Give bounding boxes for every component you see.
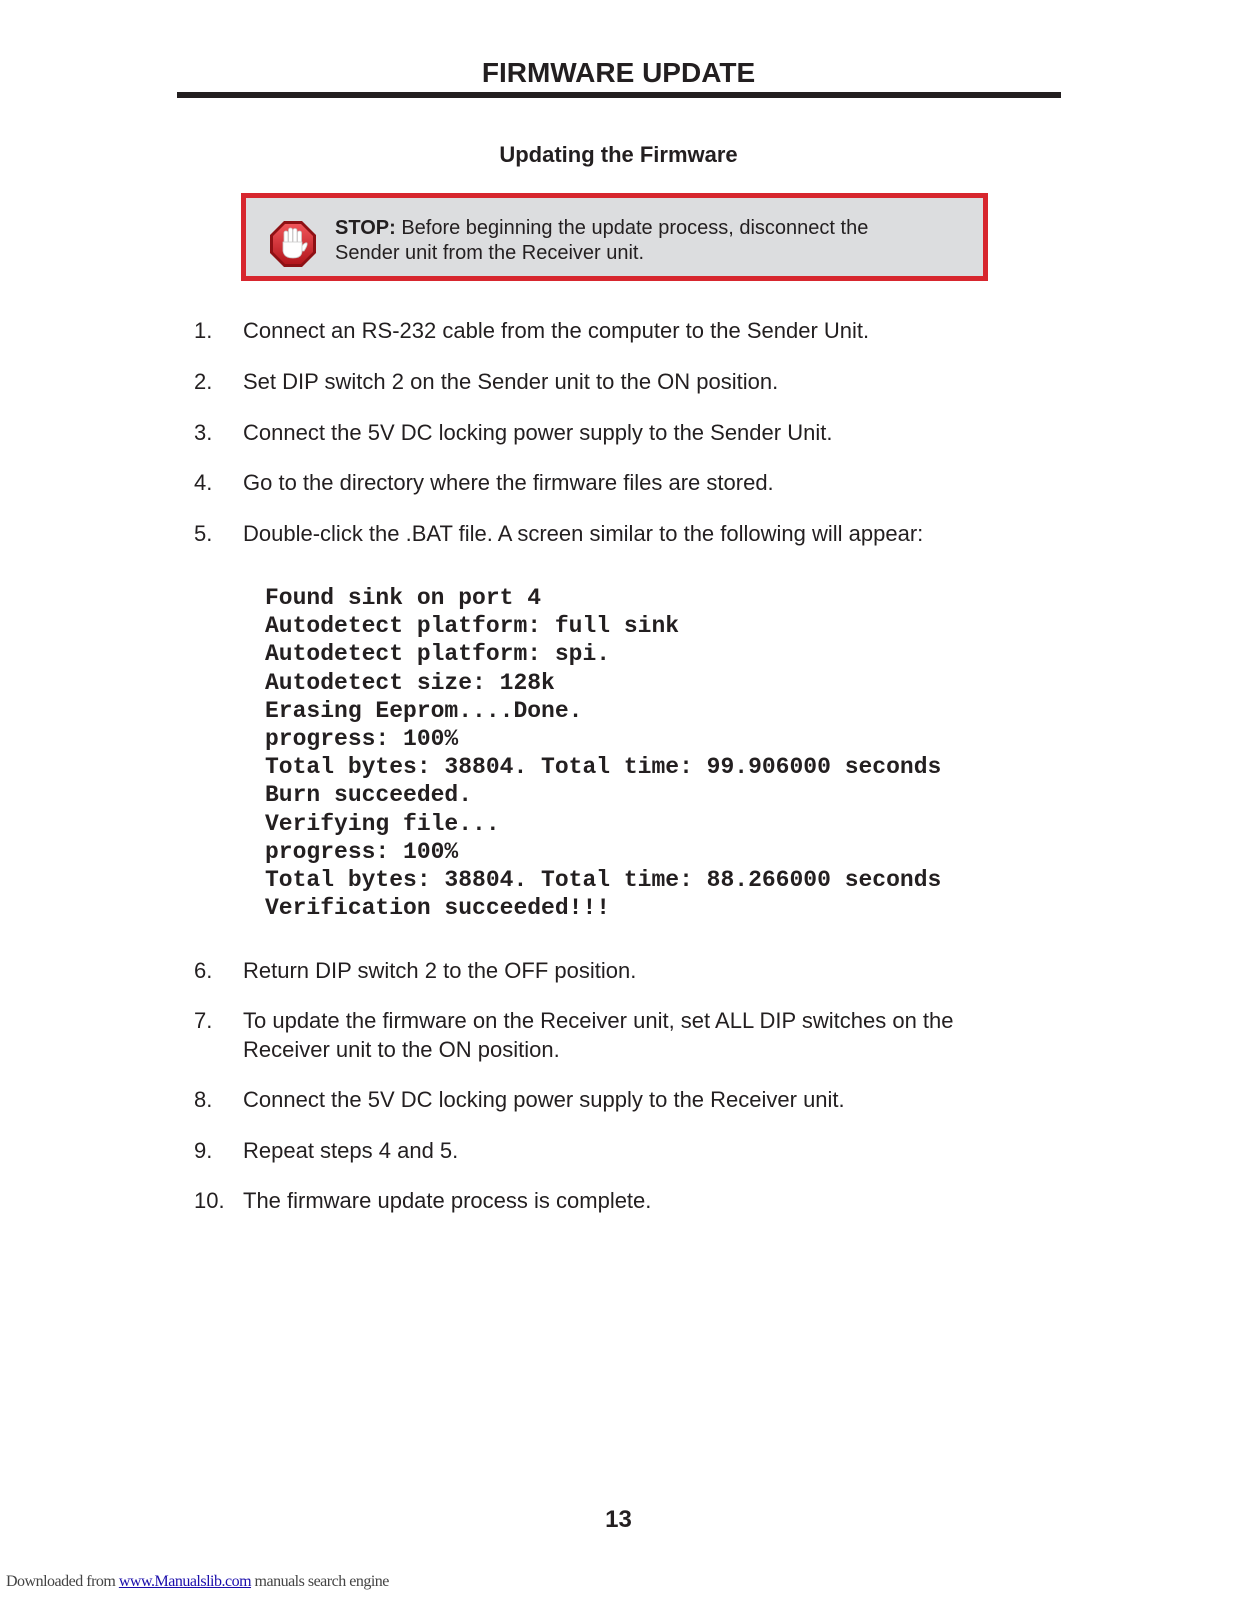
step-text: To update the firmware on the Receiver unit, set ALL DIP switches on the Receiver unit to the ON position.	[243, 1008, 954, 1062]
step-text: Connect the 5V DC locking power supply to the Sender Unit.	[243, 420, 833, 445]
step-text: Repeat steps 4 and 5.	[243, 1138, 459, 1163]
terminal-line: progress: 100%	[265, 725, 459, 752]
step-number: 8.	[194, 1087, 213, 1112]
footer	[6, 1572, 389, 1592]
terminal-output	[265, 584, 1025, 922]
terminal-line: Autodetect size: 128k	[265, 669, 555, 696]
step-number: 4.	[194, 470, 213, 495]
section-heading: Updating the Firmware	[499, 142, 738, 167]
terminal-line: Autodetect platform: spi.	[265, 641, 611, 668]
step-number: 9.	[194, 1138, 213, 1163]
step-number: 10.	[194, 1188, 225, 1213]
step-number: 2.	[194, 369, 213, 394]
stop-notice-text	[335, 216, 935, 266]
footer-link[interactable]: www.Manualslib.com	[118, 1573, 252, 1590]
terminal-line: Total bytes: 38804. Total time: 88.266000 seconds	[265, 866, 942, 893]
page-title: FIRMWARE UPDATE	[481, 57, 756, 88]
title-rule	[177, 92, 1061, 98]
terminal-line: progress: 100%	[265, 838, 459, 865]
step-text: Double-click the .BAT file. A screen similar to the following will appear:	[243, 521, 924, 546]
step-text: Connect an RS-232 cable from the computer to the Sender Unit.	[243, 318, 870, 343]
terminal-line: Burn succeeded.	[265, 782, 473, 809]
stop-label: STOP:	[335, 217, 396, 239]
terminal-line: Found sink on port 4	[265, 585, 542, 611]
footer-prefix: Downloaded from	[6, 1573, 119, 1590]
terminal-line: Total bytes: 38804. Total time: 99.906000 seconds	[265, 754, 942, 781]
step-text: The firmware update process is complete.	[243, 1188, 652, 1213]
step-number: 5.	[194, 521, 213, 546]
terminal-line: Verifying file...	[265, 810, 500, 837]
step-text: Return DIP switch 2 to the OFF position.	[243, 958, 637, 983]
step-number: 1.	[194, 318, 213, 343]
terminal-line: Erasing Eeprom....Done.	[265, 697, 583, 724]
page-number: 13	[605, 1506, 632, 1533]
step-text: Connect the 5V DC locking power supply to the Receiver unit.	[243, 1087, 845, 1112]
step-number: 3.	[194, 420, 213, 445]
step-number: 6.	[194, 958, 213, 983]
step-text: Go to the directory where the firmware files are stored.	[243, 470, 774, 495]
stop-message: Before beginning the update process, disconnect the Sender unit from the Receiver unit.	[335, 217, 869, 264]
terminal-line: Verification succeeded!!!	[265, 895, 611, 922]
step-text: Set DIP switch 2 on the Sender unit to the ON position.	[243, 369, 779, 394]
terminal-line: Autodetect platform: full sink	[265, 613, 680, 640]
footer-suffix: manuals search engine	[251, 1573, 389, 1590]
stop-notice	[241, 193, 988, 281]
stop-hand-icon	[269, 220, 317, 268]
step-number: 7.	[194, 1008, 213, 1033]
